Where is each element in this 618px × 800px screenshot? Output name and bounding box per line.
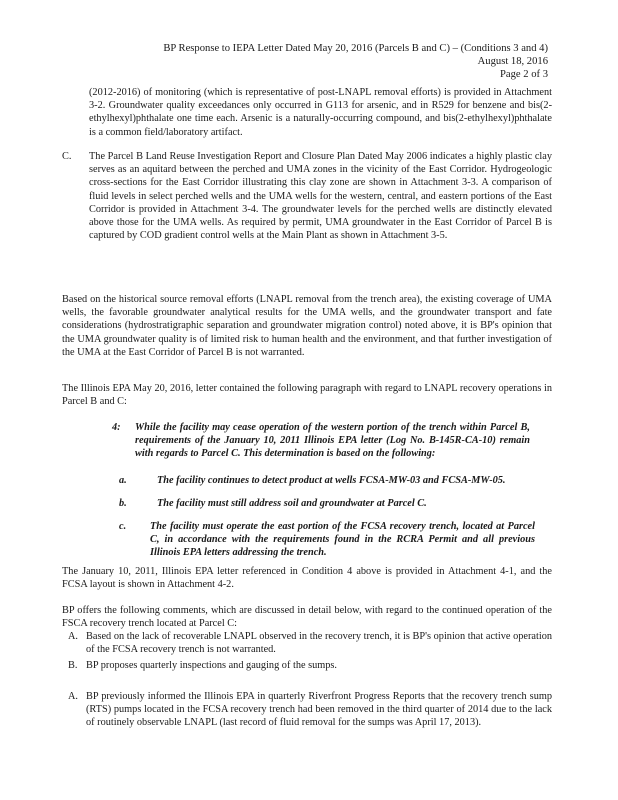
iepa-intro-paragraph: The Illinois EPA May 20, 2016, letter contained the following paragraph with regard to LNAPL recovery operations in Parcel B and C: — [62, 383, 552, 408]
condition-4-item-b-label: b. — [119, 498, 127, 509]
page-header — [163, 42, 548, 81]
condition-4-item-a-text: The facility continues to detect product at wells FCSA-MW-03 and FCSA-MW-05. — [157, 475, 506, 486]
condition-4-paragraph: While the facility may cease operation of the western portion of the trench within Parcel B, requirements of the January 10, 2011 Illinois EPA letter (Log No. B-145R-CA-10) remain with regards to Parcel C. This determination is based on the following: — [135, 422, 530, 460]
condition-4-label: 4: — [112, 422, 121, 433]
header-date: August 18, 2016 — [477, 56, 548, 67]
item-c-paragraph: The Parcel B Land Reuse Investigation Report and Closure Plan Dated May 2006 indicates a highly plastic clay serves as an aquitard between the perched and UMA zones in the vicinity of the East Corridor. Hydrogeologic cross-sections for the East Corridor illustrating this clay zone are shown in Attachment 3-3. A comparison of fluid levels in select perched wells and the UMA wells for the western, central, and eastern portions of the East Corridor is provided in Attachment 3-4. The groundwater levels for the perched wells are distinctly elevated above those for the UMA wells. As required by permit, UMA groundwater in the East Corridor of Parcel B is captured by COD gradient control wells at the Main Plant as shown in Attachment 3-5. — [89, 151, 552, 242]
jan-letter-paragraph: The January 10, 2011, Illinois EPA letter referenced in Condition 4 above is provided in Attachment 4-1, and the FCSA layout is shown in Attachment 4-2. — [62, 566, 552, 591]
header-title: BP Response to IEPA Letter Dated May 20, 2016 (Parcels B and C) – (Conditions 3 and 4) — [163, 43, 548, 54]
condition-4-item-c-label: c. — [119, 521, 127, 532]
intro-paragraph: (2012-2016) of monitoring (which is representative of post-LNAPL removal efforts) is provided in Attachment 3-2. Groundwater quality exceedances only occurred in G113 for arsenic, and in R529 for benzene and bis(2-ethylhexyl)phthalate one time each. Arsenic is a naturally-occurring compound, and bis(2-ethylhexyl)phthalate is a common field/laboratory artifact. — [89, 87, 552, 138]
bp-offers-item-b-label: B. — [68, 660, 78, 671]
item-c-label: C. — [62, 151, 72, 162]
conclusion-paragraph: Based on the historical source removal efforts (LNAPL removal from the trench area), the existing coverage of UMA wells, the favorable groundwater analytical results for the UMA wells, and the groundwater transport and fate considerations (hydrostratigraphic separation and groundwater migration control) noted above, it is BP's opinion that the UMA groundwater quality is of limited risk to human health and the environment, and that further investigation of the UMA at the East Corridor of Parcel B is not warranted. — [62, 294, 552, 358]
bp-offers-item-a-text: Based on the lack of recoverable LNAPL observed in the recovery trench, it is BP's opinion that active operation of the FCSA recovery trench is not warranted. — [86, 631, 552, 656]
condition-4-item-a-label: a. — [119, 475, 127, 486]
condition-4-item-c-text: The facility must operate the east portion of the FCSA recovery trench, located at Parcel C, in accordance with the requirements found in the RCRA Permit and all previous Illinois EPA letters addressing the trench. — [150, 521, 535, 559]
item-a2-paragraph: BP previously informed the Illinois EPA in quarterly Riverfront Progress Reports that the recovery trench sump (RTS) pumps located in the FCSA recovery trench had been removed in the third quarter of 2014 due to the lack of routinely observable LNAPL (last record of fluid removal for the sumps was April 17, 2013). — [86, 691, 552, 729]
bp-offers-item-a-label: A. — [68, 631, 79, 642]
condition-4-item-b-text: The facility must still address soil and groundwater at Parcel C. — [157, 498, 427, 509]
item-a2-label: A. — [68, 691, 79, 702]
header-page-number: Page 2 of 3 — [500, 69, 548, 80]
bp-offers-item-b-text: BP proposes quarterly inspections and gauging of the sumps. — [86, 660, 338, 671]
bp-offers-paragraph: BP offers the following comments, which are discussed in detail below, with regard to the continued operation of the FSCA recovery trench located at Parcel C: — [62, 605, 552, 630]
